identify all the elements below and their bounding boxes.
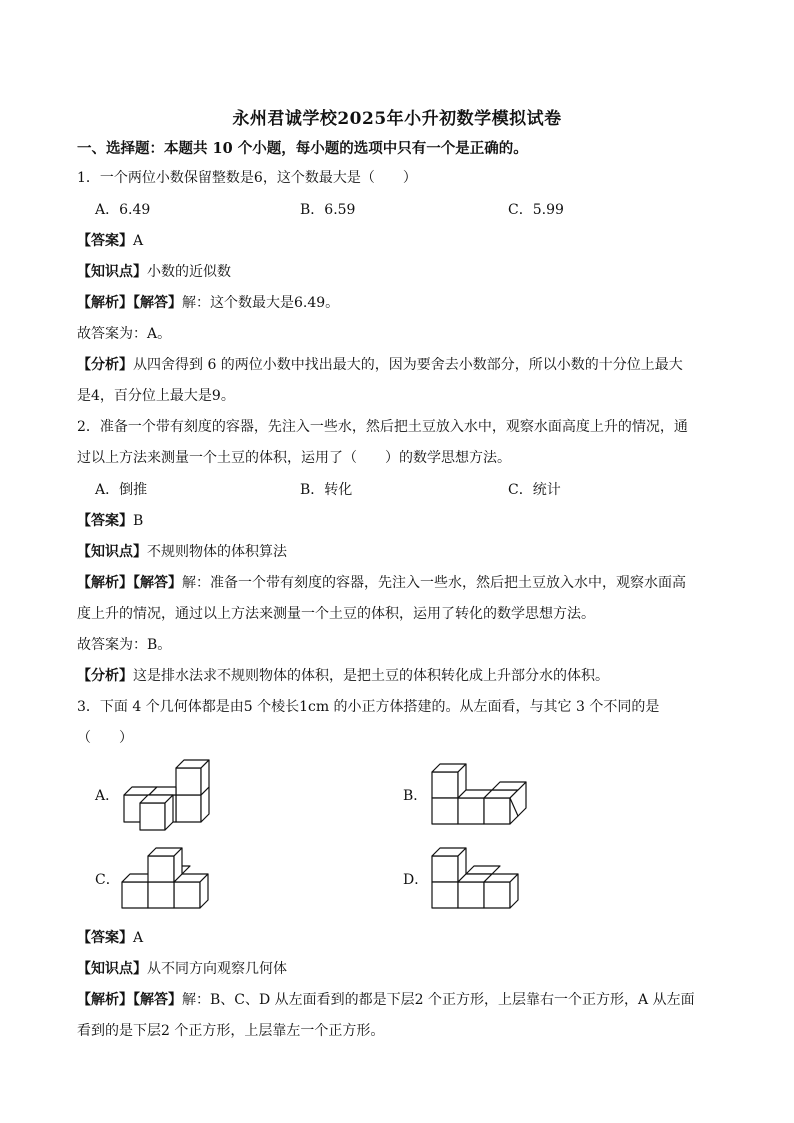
- kp-value: 不规则物体的体积算法: [147, 544, 287, 560]
- answer-value: A: [133, 233, 144, 249]
- q3-explanation: [77, 989, 695, 1009]
- q2-explanation-cont: 度上升的情况，通过以上方法来测量一个土豆的体积，运用了转化的数学思想方法。: [77, 606, 595, 622]
- q3-option-d-label: D．: [403, 872, 429, 888]
- q3-option-a-label: A．: [95, 788, 120, 804]
- answer-tag: 【答案】: [77, 513, 133, 529]
- q2-explanation: [77, 572, 686, 592]
- q3-stem-cont: （ ）: [77, 730, 133, 746]
- jx-tag: 【解析】【解答】: [77, 992, 182, 1008]
- q3-option-c-label: C．: [95, 872, 120, 888]
- q2-stem-cont: 过以上方法来测量一个土豆的体积，运用了（ ）的数学思想方法。: [77, 450, 511, 466]
- q3-knowledge-point: [77, 958, 287, 978]
- q2-option-b: B．转化: [300, 482, 353, 498]
- kp-tag: 【知识点】: [77, 961, 147, 977]
- fx-value: 这是排水法求不规则物体的体积，是把土豆的体积转化成上升部分水的体积。: [133, 668, 609, 684]
- kp-tag: 【知识点】: [77, 544, 147, 560]
- q1-option-c: C．5.99: [508, 202, 564, 218]
- jx-value: 解：准备一个带有刻度的容器，先注入一些水，然后把土豆放入水中，观察水面高: [182, 575, 686, 591]
- q3-stem: 3．下面 4 个几何体都是由5 个棱长1cm 的小正方体搭建的。从左面看，与其它 3 个不同的是: [77, 699, 660, 715]
- q2-answer: [77, 510, 143, 530]
- section-heading: 一、选择题：本题共 10 个小题，每小题的选项中只有一个是正确的。: [77, 140, 528, 157]
- answer-value: A: [133, 930, 144, 946]
- kp-value: 从不同方向观察几何体: [147, 961, 287, 977]
- q1-analysis: [77, 354, 683, 374]
- q1-answer: [77, 230, 143, 250]
- fx-value: 从四舍得到 6 的两位小数中找出最大的，因为要舍去小数部分，所以小数的十分位上最大: [133, 357, 683, 373]
- answer-tag: 【答案】: [77, 930, 133, 946]
- cube-figure-a: [118, 755, 218, 835]
- q1-knowledge-point: [77, 261, 231, 281]
- fx-tag: 【分析】: [77, 668, 133, 684]
- q3-option-b-label: B．: [403, 788, 428, 804]
- kp-tag: 【知识点】: [77, 264, 147, 280]
- kp-value: 小数的近似数: [147, 264, 231, 280]
- q2-option-c: C．统计: [508, 482, 561, 498]
- cube-figure-b: [428, 760, 538, 830]
- cube-figure-d: [428, 844, 528, 914]
- jx-tag: 【解析】【解答】: [77, 575, 182, 591]
- q2-knowledge-point: [77, 541, 287, 561]
- answer-tag: 【答案】: [77, 233, 133, 249]
- fx-tag: 【分析】: [77, 357, 133, 373]
- q3-explanation-cont: 看到的是下层2 个正方形，上层靠左一个正方形。: [77, 1023, 385, 1039]
- q1-option-b: B．6.59: [300, 202, 356, 218]
- jx-tag: 【解析】【解答】: [77, 295, 182, 311]
- q2-analysis: [77, 665, 609, 685]
- cube-figure-c: [118, 844, 218, 914]
- q2-stem: 2．准备一个带有刻度的容器，先注入一些水，然后把土豆放入水中，观察水面高度上升的情况，通: [77, 419, 688, 435]
- q1-explanation: [77, 292, 339, 312]
- page-title: 永州君诚学校2025年小升初数学模拟试卷: [232, 109, 562, 129]
- q1-conclusion: 故答案为：A。: [77, 326, 172, 342]
- q3-answer: [77, 927, 143, 947]
- q1-stem: 1．一个两位小数保留整数是6，这个数最大是（ ）: [77, 170, 417, 186]
- answer-value: B: [133, 513, 144, 529]
- jx-value: 解：B、C、D 从左面看到的都是下层2 个正方形，上层靠右一个正方形，A 从左面: [182, 992, 695, 1008]
- q1-analysis-cont: 是4，百分位上最大是9。: [77, 388, 235, 404]
- q2-option-a: A．倒推: [95, 482, 148, 498]
- jx-value: 解：这个数最大是6.49。: [182, 295, 340, 311]
- q2-conclusion: 故答案为：B。: [77, 637, 172, 653]
- q1-option-a: A．6.49: [95, 202, 151, 218]
